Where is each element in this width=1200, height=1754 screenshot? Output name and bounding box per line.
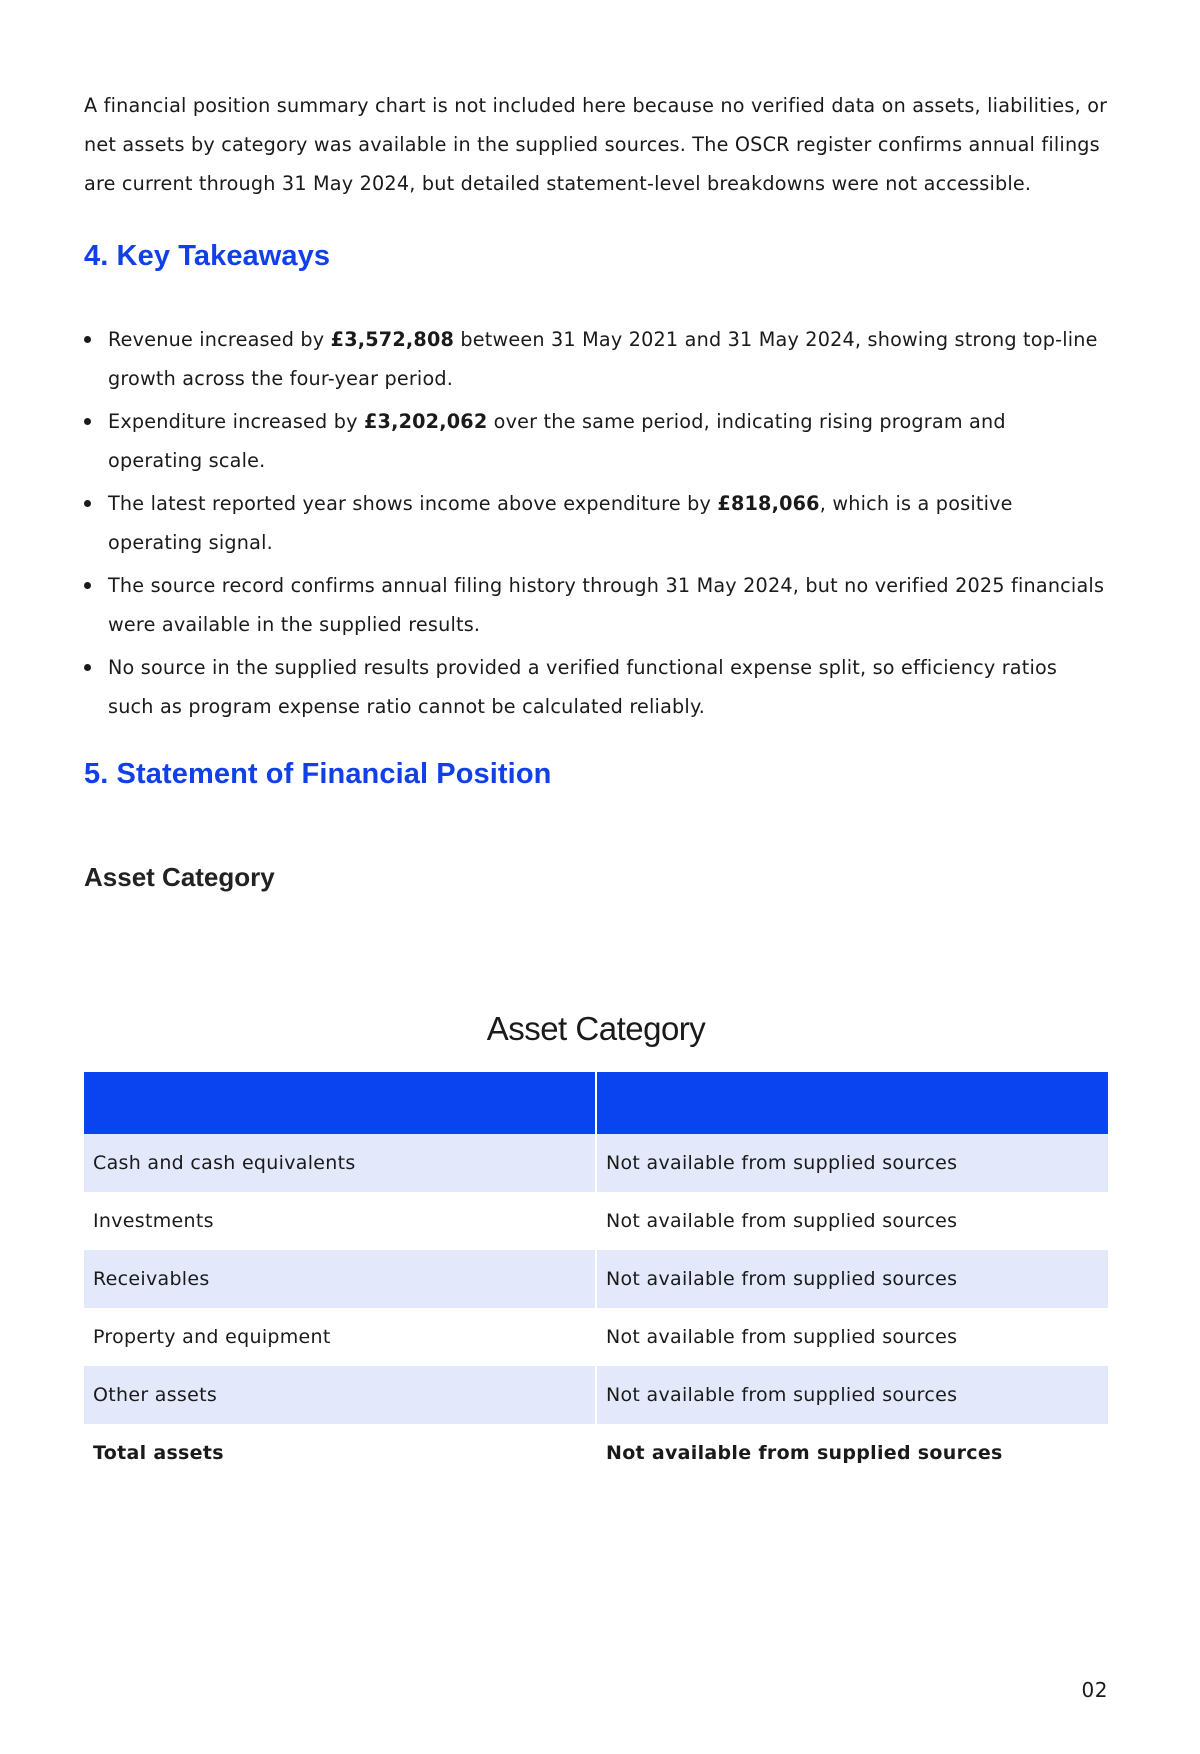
bullet-text: over the same period, indicating rising program and operating scale.: [108, 410, 1006, 472]
section-heading-financial-position: 5. Statement of Financial Position: [84, 758, 552, 790]
list-item: [84, 320, 1106, 398]
bullet-icon: [84, 336, 91, 343]
bullet-figure: £3,202,062: [363, 410, 488, 433]
list-item: [84, 402, 1106, 480]
key-takeaways-list: [84, 320, 1106, 730]
bullet-figure: £3,572,808: [330, 328, 455, 351]
asset-value-cell: Not available from supplied sources: [606, 1326, 958, 1348]
table-row: [84, 1250, 1108, 1308]
bullet-text: between 31 May 2021 and 31 May 2024, showing strong top-line growth across the four-year period.: [108, 328, 1098, 390]
bullet-text: Revenue increased by: [108, 328, 331, 351]
bullet-icon: [84, 582, 91, 589]
bullet-text: The latest reported year shows income above expenditure by: [108, 492, 718, 515]
asset-category-cell: Property and equipment: [84, 1308, 596, 1366]
table-title: Asset Category: [486, 1010, 706, 1047]
asset-category-cell: Investments: [84, 1192, 596, 1250]
bullet-icon: [84, 664, 91, 671]
asset-category-cell: Cash and cash equivalents: [84, 1134, 596, 1192]
asset-value-cell: Not available from supplied sources: [606, 1210, 958, 1232]
table-row: [84, 1308, 1108, 1366]
asset-value-cell: Not available from supplied sources: [596, 1366, 1108, 1424]
asset-category-cell: Other assets: [84, 1366, 596, 1424]
bullet-icon: [84, 500, 91, 507]
table-header-cell: [84, 1072, 596, 1134]
table-header-cell: [596, 1072, 1108, 1134]
asset-category-table: [84, 1072, 1108, 1482]
table-row: [84, 1134, 1108, 1192]
asset-value-cell: Not available from supplied sources: [596, 1250, 1108, 1308]
table-row: [84, 1192, 1108, 1250]
bullet-text: Expenditure increased by: [108, 410, 364, 433]
list-item: [84, 648, 1106, 726]
list-item: [84, 484, 1106, 562]
table-header-row: [84, 1072, 1108, 1134]
bullet-text: No source in the supplied results provided a verified functional expense split, so efficiency ratios such as program expense ratio cannot be calculated reliably.: [108, 656, 1058, 718]
table-row: [84, 1366, 1108, 1424]
bullet-icon: [84, 418, 91, 425]
page-number: 02: [1081, 1678, 1108, 1702]
asset-value-cell: Not available from supplied sources: [596, 1134, 1108, 1192]
asset-category-cell: Receivables: [84, 1250, 596, 1308]
section-heading-key-takeaways: 4. Key Takeaways: [84, 240, 331, 272]
intro-paragraph: A financial position summary chart is not included here because no verified data on assets, liabilities, or net assets by category was available in the supplied sources. The OSCR register confirms annual filings are current through 31 May 2024, but detailed statement-level breakdowns were not accessible.: [84, 94, 1108, 195]
table-total-row: [84, 1424, 1108, 1482]
total-value-cell: Not available from supplied sources: [606, 1442, 1003, 1464]
total-category-cell: Total assets: [84, 1424, 596, 1482]
bullet-text: The source record confirms annual filing history through 31 May 2024, but no verified 2025 financials were available in the supplied results.: [108, 574, 1105, 636]
bullet-text: , which is a positive operating signal.: [108, 492, 1013, 554]
list-item: [84, 566, 1106, 644]
subheading-asset-category: Asset Category: [84, 862, 275, 892]
bullet-figure: £818,066: [717, 492, 820, 515]
